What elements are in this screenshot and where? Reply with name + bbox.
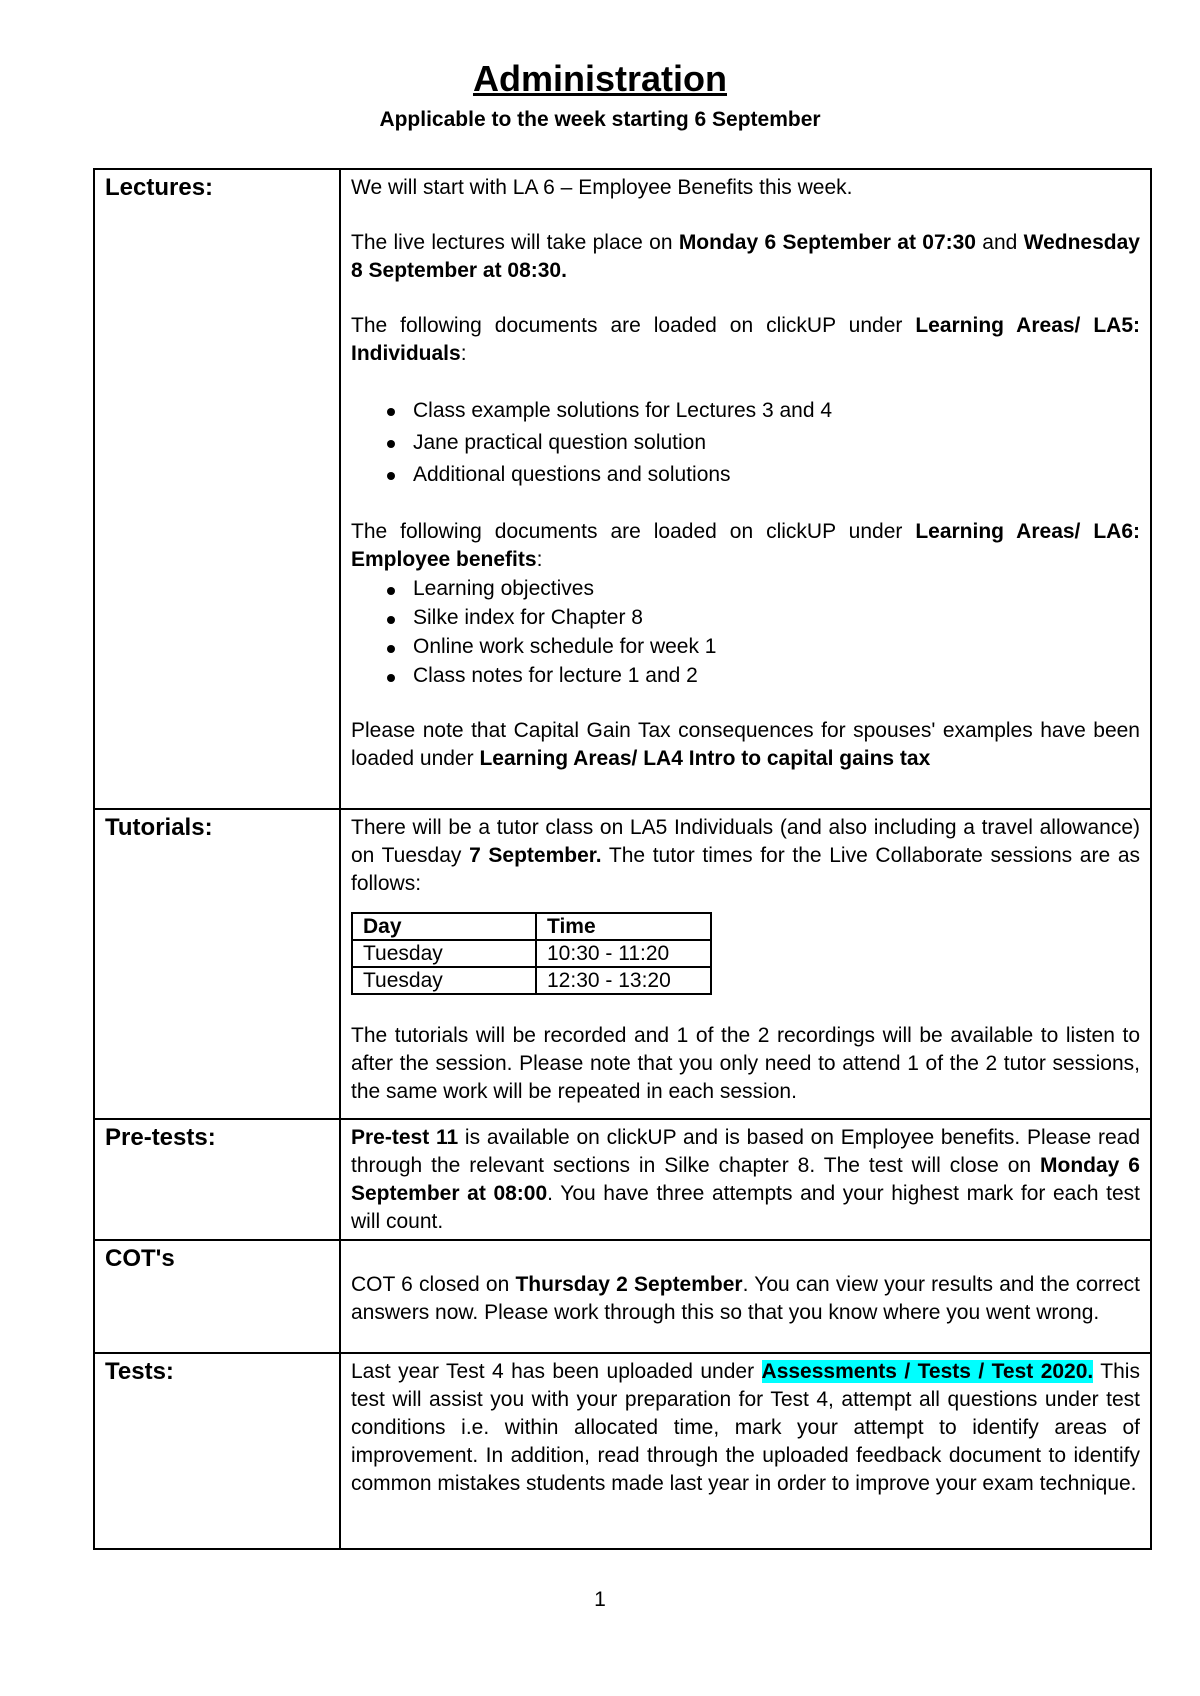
cots-text: COT 6 closed on Thursday 2 September. You can view your results and the correct answers now. Please work through this so that you know where you went wrong. [351, 1273, 1141, 1324]
page-number: 1 [594, 1588, 606, 1611]
cots-content [340, 1240, 1151, 1353]
lectures-content [340, 169, 1151, 809]
table-cell-time: 12:30 - 13:20 [536, 967, 711, 994]
list-item: Class example solutions for Lectures 3 and 4 [413, 395, 1140, 427]
tutorials-row [94, 809, 1151, 1119]
tutorials-recording-note: The tutorials will be recorded and 1 of the 2 recordings will be available to listen to after the session. Please note that you only need to attend 1 of the 2 tutor sessions, the same work will be repeated in each session. [351, 1024, 1140, 1103]
table-cell-day: Tuesday [352, 940, 536, 967]
tutor-times-table [351, 912, 712, 995]
pretests-label: Pre-tests: [94, 1119, 340, 1240]
lectures-label: Lectures: [94, 169, 340, 809]
table-cell-day: Tuesday [352, 967, 536, 994]
table-header-row [352, 913, 711, 940]
lectures-schedule: The live lectures will take place on Monday 6 September at 07:30 and Wednesday 8 September at 08:30. [351, 231, 1140, 282]
table-row [352, 940, 711, 967]
tutorials-intro: There will be a tutor class on LA5 Individuals (and also including a travel allowance) on Tuesday 7 September. The tutor times for the Live Collaborate sessions are as follows: [351, 816, 1140, 895]
cots-row [94, 1240, 1151, 1353]
document-title: Administration [472, 58, 727, 99]
list-item: Additional questions and solutions [413, 459, 1140, 491]
tests-content [340, 1353, 1151, 1549]
list-item: Jane practical question solution [413, 427, 1140, 459]
administration-table [93, 168, 1152, 1550]
lectures-la6-intro: The following documents are loaded on clickUP under Learning Areas/ LA6: Employee benefits: [351, 520, 1140, 571]
tutorials-label: Tutorials: [94, 809, 340, 1119]
list-item: Silke index for Chapter 8 [413, 603, 1140, 632]
pretests-text: Pre-test 11 is available on clickUP and is based on Employee benefits. Please read through the relevant sections in Silke chapter 8. The test will close on Monday 6 September at 08:00. You have three attempts and your highest mark for each test will count. [351, 1126, 1141, 1233]
pretests-row [94, 1119, 1151, 1240]
la6-document-list [351, 574, 1140, 690]
table-row [352, 967, 711, 994]
table-header-time: Time [536, 913, 711, 940]
tests-label: Tests: [94, 1353, 340, 1549]
table-header-day: Day [352, 913, 536, 940]
lectures-row [94, 169, 1151, 809]
lectures-la5-intro: The following documents are loaded on clickUP under Learning Areas/ LA5: Individuals: [351, 314, 1140, 365]
tutorials-content [340, 809, 1151, 1119]
lectures-intro: We will start with LA 6 – Employee Benefits this week. [351, 176, 853, 199]
list-item: Online work schedule for week 1 [413, 632, 1140, 661]
document-subtitle: Applicable to the week starting 6 September [379, 108, 821, 131]
highlighted-assessment-path: Assessments / Tests / Test 2020. [761, 1360, 1094, 1383]
table-cell-time: 10:30 - 11:20 [536, 940, 711, 967]
tests-text: Last year Test 4 has been uploaded under Assessments / Tests / Test 2020. This test will assist you with your preparation for Test 4, attempt all questions under test conditions i.e. within allocated time, mark your attempt to identify areas of improvement. In addition, read through the uploaded feedback document to identify common mistakes students made last year in order to improve your exam technique. [351, 1360, 1140, 1495]
lectures-cgt-note: Please note that Capital Gain Tax consequences for spouses' examples have been loaded under Learning Areas/ LA4 Intro to capital gains tax [351, 719, 1140, 770]
la5-document-list [351, 395, 1140, 491]
list-item: Learning objectives [413, 574, 1140, 603]
tests-row [94, 1353, 1151, 1549]
pretests-content [340, 1119, 1151, 1240]
list-item: Class notes for lecture 1 and 2 [413, 661, 1140, 690]
cots-label: COT's [94, 1240, 340, 1353]
